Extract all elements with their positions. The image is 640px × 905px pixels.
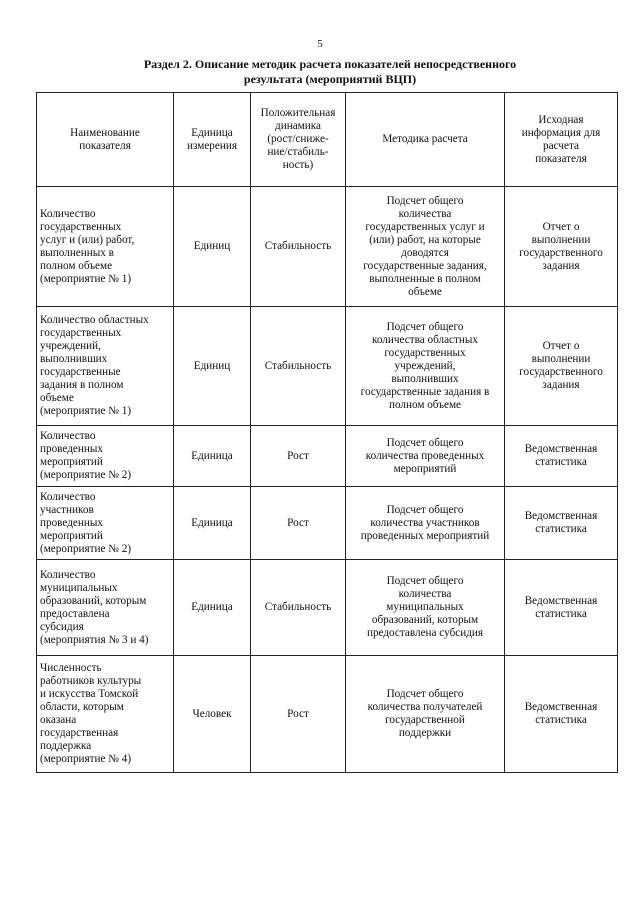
table-row (37, 426, 618, 487)
method: Подсчет общего количества получателей государственной поддержки (346, 656, 505, 773)
dynamics: Рост (251, 656, 346, 773)
indicator-name: Количество муниципальных образований, которым предоставлена субсидия (мероприятия № 3 и 4) (37, 560, 174, 656)
table-row (37, 187, 618, 307)
indicator-methods-table (36, 92, 618, 773)
method: Подсчет общего количества областных государственных учреждений, выполнивших государственные задания в полном объеме (346, 307, 505, 426)
section-title-line-1: Раздел 2. Описание методик расчета показателей непосредственного (143, 57, 517, 71)
page-number: 5 (317, 38, 323, 50)
dynamics: Рост (251, 426, 346, 487)
method: Подсчет общего количества проведенных мероприятий (346, 426, 505, 487)
section-title-line-2: результата (мероприятий ВЦП) (243, 72, 417, 86)
table-row (37, 560, 618, 656)
method: Подсчет общего количества участников проведенных мероприятий (346, 487, 505, 560)
indicator-name: Количество областных государственных учреждений, выполнивших государственные задания в полном объеме (мероприятие № 1) (37, 307, 174, 426)
unit: Человек (174, 656, 251, 773)
source: Ведомственная статистика (505, 426, 618, 487)
table-row (37, 487, 618, 560)
source: Ведомственная статистика (505, 560, 618, 656)
dynamics: Стабильность (251, 560, 346, 656)
source: Отчет о выполнении государственного задания (505, 187, 618, 307)
table-row (37, 656, 618, 773)
method: Подсчет общего количества муниципальных образований, которым предоставлена субсидия (346, 560, 505, 656)
dynamics: Стабильность (251, 307, 346, 426)
table-header-row (37, 93, 618, 187)
section-title (110, 57, 550, 87)
header-method: Методика расчета (346, 93, 505, 187)
indicator-name: Численность работников культуры и искусства Томской области, которым оказана государственная поддержка (мероприятие № 4) (37, 656, 174, 773)
indicator-name: Количество участников проведенных мероприятий (мероприятие № 2) (37, 487, 174, 560)
dynamics: Рост (251, 487, 346, 560)
source: Ведомственная статистика (505, 487, 618, 560)
header-indicator-name: Наименование показателя (37, 93, 174, 187)
source: Отчет о выполнении государственного задания (505, 307, 618, 426)
header-dynamics: Положительная динамика (рост/сниже- ние/стабиль- ность) (251, 93, 346, 187)
header-source: Исходная информация для расчета показателя (505, 93, 618, 187)
header-unit: Единица измерения (174, 93, 251, 187)
method: Подсчет общего количества государственных услуг и (или) работ, на которые доводятся государственные задания, выполненные в полном объеме (346, 187, 505, 307)
indicator-name: Количество государственных услуг и (или) работ, выполненных в полном объеме (мероприятие № 1) (37, 187, 174, 307)
dynamics: Стабильность (251, 187, 346, 307)
unit: Единиц (174, 307, 251, 426)
unit: Единица (174, 487, 251, 560)
table-row (37, 307, 618, 426)
unit: Единица (174, 560, 251, 656)
unit: Единиц (174, 187, 251, 307)
source: Ведомственная статистика (505, 656, 618, 773)
indicator-name: Количество проведенных мероприятий (мероприятие № 2) (37, 426, 174, 487)
unit: Единица (174, 426, 251, 487)
